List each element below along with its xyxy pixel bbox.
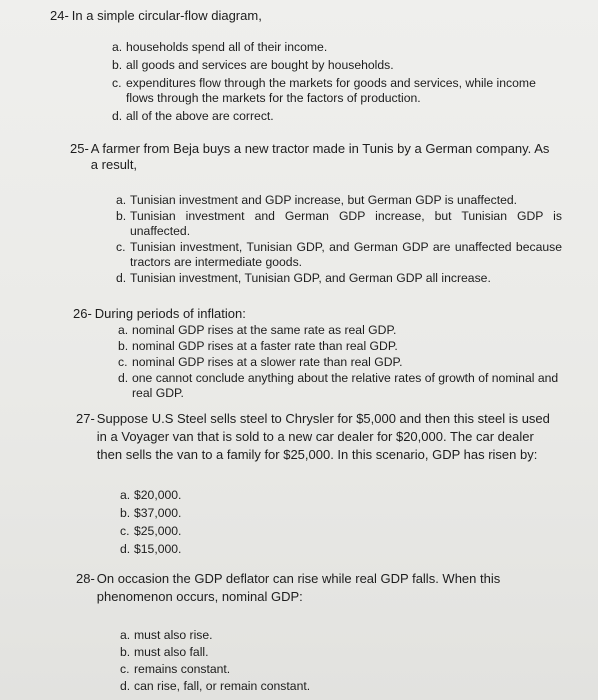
option-text: $25,000. [134,524,182,538]
question-text: On occasion the GDP deflator can rise while real GDP falls. When this phenomenon occurs, nominal GDP: [96,571,501,604]
option-d [0,542,320,557]
option-letter: b. [118,339,129,353]
option-a [0,193,562,208]
option-text: nominal GDP rises at a faster rate than real GDP. [132,339,398,353]
question-head [0,570,562,606]
option-b [0,645,420,660]
option-text: Tunisian investment, Tunisian GDP, and German GDP all increase. [130,271,491,285]
option-text: $15,000. [134,542,182,556]
question-head [0,8,598,24]
option-text: Tunisian investment and GDP increase, but German GDP is unaffected. [130,193,518,207]
option-text: $20,000. [134,488,182,502]
option-d [0,371,568,401]
option-text: nominal GDP rises at the same rate as real GDP. [132,323,397,337]
question-number: 26- [73,306,92,321]
option-letter: d. [118,371,129,385]
option-b [0,506,320,521]
option-text: all of the above are correct. [126,109,274,123]
option-letter: c. [118,355,128,369]
option-c [0,355,568,370]
option-letter: b. [116,209,127,223]
question-27 [0,410,598,557]
option-letter: d. [116,271,127,285]
question-number: 27- [76,411,95,426]
question-24 [0,8,598,124]
option-c [0,76,552,106]
question-25 [0,141,598,286]
question-number: 25- [70,141,89,156]
option-b [0,339,568,354]
option-letter: d. [120,679,131,693]
option-text: households spend all of their income. [126,40,328,54]
option-a [0,40,552,55]
option-letter: c. [120,524,130,538]
option-text: all goods and services are bought by households. [126,58,394,72]
option-b [0,58,552,73]
option-text: must also fall. [134,645,209,659]
option-text: Tunisian investment and German GDP increase, but Tunisian GDP is unaffected. [130,209,562,238]
question-number: 28- [76,571,95,586]
option-d [0,271,562,286]
option-text: nominal GDP rises at a slower rate than real GDP. [132,355,403,369]
option-d [0,109,552,124]
option-text: must also rise. [134,628,213,642]
option-letter: c. [120,662,130,676]
option-a [0,323,568,338]
option-text: one cannot conclude anything about the relative rates of growth of nominal and real GDP. [132,371,559,400]
option-text: can rise, fall, or remain constant. [134,679,311,693]
option-letter: c. [116,240,126,254]
option-letter: b. [120,645,131,659]
question-text: In a simple circular-flow diagram, [71,8,262,23]
option-letter: b. [112,58,123,72]
question-head [0,410,560,464]
option-c [0,662,420,677]
question-text: During periods of inflation: [94,306,246,321]
option-letter: b. [120,506,131,520]
option-letter: a. [116,193,127,207]
question-26 [0,306,598,401]
option-b [0,209,562,239]
option-letter: a. [112,40,123,54]
option-a [0,488,320,503]
option-letter: d. [112,109,123,123]
option-text: remains constant. [134,662,231,676]
question-text: Suppose U.S Steel sells steel to Chrysler for $5,000 and then this steel is used in a Voyager van that is sold to a new car dealer for $20,000. The car dealer then sells the van to a family for $25,000. In this scenario, GDP has risen by: [96,411,550,462]
option-text: $37,000. [134,506,182,520]
option-c [0,240,562,270]
question-text: A farmer from Beja buys a new tractor made in Tunis by a German company. As a result, [90,141,550,172]
option-a [0,628,420,643]
option-letter: a. [118,323,129,337]
option-text: Tunisian investment, Tunisian GDP, and German GDP are unaffected because tractors are intermediate goods. [130,240,562,269]
option-d [0,679,420,694]
question-28 [0,570,598,694]
option-c [0,524,320,539]
option-letter: d. [120,542,131,556]
option-letter: c. [112,76,122,90]
option-letter: a. [120,488,131,502]
question-head [0,306,598,322]
question-number: 24- [50,8,69,23]
option-letter: a. [120,628,131,642]
option-text: expenditures flow through the markets for goods and services, while income flows through the markets for the factors of production. [126,76,536,105]
question-head [0,141,550,173]
